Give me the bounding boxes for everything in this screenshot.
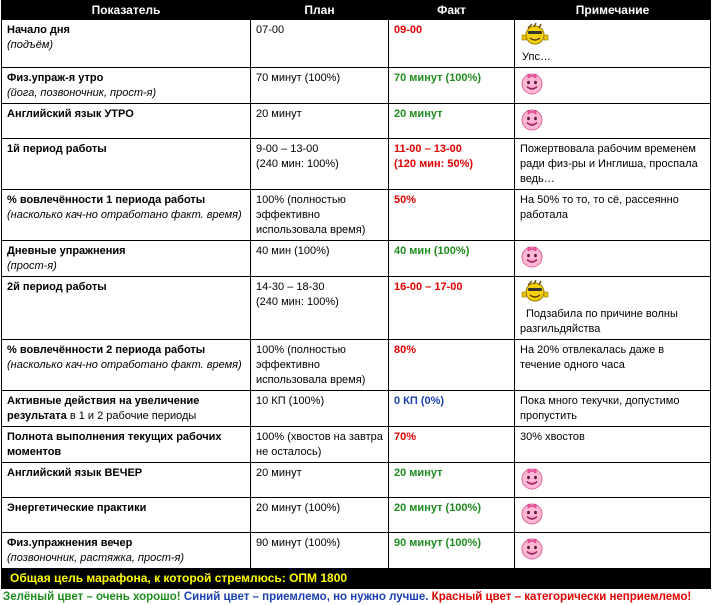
plan-value: 40 мин (100%) bbox=[256, 245, 330, 257]
fact-cell bbox=[389, 20, 515, 68]
plan-cell bbox=[251, 20, 389, 68]
indicator-title: Начало дня bbox=[7, 24, 70, 36]
fact-value: (120 мин: 50%) bbox=[394, 158, 474, 170]
indicator-cell bbox=[2, 340, 251, 391]
plan-cell bbox=[251, 139, 389, 190]
marathon-report-table bbox=[1, 0, 711, 589]
table-row bbox=[2, 277, 711, 340]
plan-cell bbox=[251, 190, 389, 241]
fact-cell bbox=[389, 391, 515, 427]
legend-blue: Синий цвет – приемлемо, но нужно лучше. bbox=[180, 591, 429, 603]
indicator-cell bbox=[2, 104, 251, 139]
plan-cell bbox=[251, 427, 389, 463]
indicator-title: Дневные упражнения bbox=[7, 245, 126, 257]
fact-value: 16-00 – 17-00 bbox=[394, 281, 463, 293]
table-row bbox=[2, 463, 711, 498]
indicator-title: % вовлечённости 1 периода работы bbox=[7, 194, 206, 206]
indicator-cell bbox=[2, 533, 251, 569]
table-row bbox=[2, 498, 711, 533]
header-indicator: Показатель bbox=[2, 1, 251, 20]
note-cell bbox=[515, 533, 711, 569]
yellow-smiley-icon bbox=[520, 23, 705, 50]
table-row bbox=[2, 20, 711, 68]
note-cell bbox=[515, 104, 711, 139]
indicator-cell bbox=[2, 241, 251, 277]
fact-value: 11-00 – 13-00 bbox=[394, 143, 462, 155]
note-text: Пожертвовала рабочим временем ради физ-ры и Инглиша, проспала ведь… bbox=[520, 143, 698, 185]
goal-text: Общая цель марафона, к которой стремлюсь: ОПМ 1800 bbox=[2, 569, 711, 589]
indicator-title: Полнота выполнения текущих рабочих моментов bbox=[7, 431, 222, 458]
indicator-title-main: Активные действия на увеличение результата bbox=[7, 395, 200, 422]
fact-value: 09-00 bbox=[394, 24, 423, 36]
indicator-cell bbox=[2, 277, 251, 340]
note-text: Упс… bbox=[522, 51, 551, 63]
note-text: Подзабила по причине волны разгильдяйства bbox=[520, 308, 678, 335]
goal-row bbox=[2, 569, 711, 589]
yellow-smiley-icon bbox=[520, 280, 705, 307]
plan-value: 20 минут (100%) bbox=[256, 502, 341, 514]
fact-cell bbox=[389, 498, 515, 533]
table-row bbox=[2, 68, 711, 104]
plan-cell bbox=[251, 498, 389, 533]
table-row bbox=[2, 391, 711, 427]
fact-cell bbox=[389, 277, 515, 340]
fact-cell bbox=[389, 463, 515, 498]
indicator-subtitle: (подъём) bbox=[7, 39, 54, 51]
indicator-cell bbox=[2, 139, 251, 190]
plan-cell bbox=[251, 391, 389, 427]
pink-smiley-icon bbox=[520, 71, 705, 100]
note-cell bbox=[515, 20, 711, 68]
plan-value: 100% (полностью эффективно использовала время) bbox=[256, 194, 366, 236]
note-cell bbox=[515, 277, 711, 340]
note-cell bbox=[515, 391, 711, 427]
plan-value: (240 мин: 100%) bbox=[256, 296, 339, 308]
header-plan: План bbox=[251, 1, 389, 20]
indicator-title: Энергетические практики bbox=[7, 502, 147, 514]
fact-value: 70 минут (100%) bbox=[394, 72, 481, 84]
plan-value: 14-30 – 18-30 bbox=[256, 281, 325, 293]
pink-smiley-icon bbox=[520, 536, 705, 565]
indicator-subtitle: (прост-я) bbox=[7, 260, 57, 272]
fact-value: 90 минут (100%) bbox=[394, 537, 481, 549]
plan-value: 07-00 bbox=[256, 24, 285, 36]
note-cell bbox=[515, 139, 711, 190]
indicator-cell bbox=[2, 427, 251, 463]
legend-green: Зелёный цвет – очень хорошо! bbox=[3, 591, 181, 603]
indicator-cell bbox=[2, 498, 251, 533]
indicator-title: Физ.упражнения вечер bbox=[7, 537, 133, 549]
table-row bbox=[2, 104, 711, 139]
indicator-title: % вовлечённости 2 периода работы bbox=[7, 344, 206, 356]
color-legend bbox=[0, 589, 714, 605]
fact-cell bbox=[389, 340, 515, 391]
note-cell bbox=[515, 498, 711, 533]
note-cell bbox=[515, 340, 711, 391]
fact-cell bbox=[389, 427, 515, 463]
indicator-title: Английский язык ВЕЧЕР bbox=[7, 467, 143, 479]
note-cell bbox=[515, 427, 711, 463]
note-cell bbox=[515, 190, 711, 241]
plan-cell bbox=[251, 241, 389, 277]
pink-smiley-icon bbox=[520, 466, 705, 495]
fact-value: 0 КП (0%) bbox=[394, 395, 445, 407]
table-row bbox=[2, 190, 711, 241]
plan-value: 10 КП (100%) bbox=[256, 395, 325, 407]
table-row bbox=[2, 241, 711, 277]
indicator-subtitle: (йога, позвоночник, прост-я) bbox=[7, 87, 157, 99]
plan-cell bbox=[251, 68, 389, 104]
plan-value: 100% (хвостов на завтра не осталось) bbox=[256, 431, 383, 458]
indicator-subtitle: (насколько кач-но отработано факт. время) bbox=[7, 359, 242, 371]
note-text: Пока много текучки, допустимо пропустить bbox=[520, 395, 680, 422]
fact-value: 40 мин (100%) bbox=[394, 245, 470, 257]
plan-cell bbox=[251, 533, 389, 569]
fact-cell bbox=[389, 68, 515, 104]
fact-value: 80% bbox=[394, 344, 417, 356]
indicator-title: 1й период работы bbox=[7, 143, 107, 155]
table-row bbox=[2, 139, 711, 190]
plan-cell bbox=[251, 340, 389, 391]
plan-value: (240 мин: 100%) bbox=[256, 158, 339, 170]
indicator-title-tail: в 1 и 2 рабочие периоды bbox=[66, 410, 197, 422]
note-cell bbox=[515, 241, 711, 277]
fact-value: 50% bbox=[394, 194, 417, 206]
note-cell bbox=[515, 463, 711, 498]
header-note: Примечание bbox=[515, 1, 711, 20]
table-header-row bbox=[2, 1, 711, 20]
plan-value: 100% (полностью эффективно использовала время) bbox=[256, 344, 366, 386]
indicator-title: Английский язык УТРО bbox=[7, 108, 134, 120]
fact-value: 70% bbox=[394, 431, 417, 443]
fact-cell bbox=[389, 104, 515, 139]
pink-smiley-icon bbox=[520, 107, 705, 136]
table-row bbox=[2, 340, 711, 391]
plan-value: 9-00 – 13-00 bbox=[256, 143, 319, 155]
indicator-subtitle: (позвоночник, растяжка, прост-я) bbox=[7, 552, 185, 564]
fact-cell bbox=[389, 139, 515, 190]
header-fact: Факт bbox=[389, 1, 515, 20]
fact-value: 20 минут bbox=[394, 467, 443, 479]
indicator-subtitle: (насколько кач-но отработано факт. время) bbox=[7, 209, 242, 221]
plan-cell bbox=[251, 277, 389, 340]
fact-value: 20 минут bbox=[394, 108, 443, 120]
table-row bbox=[2, 427, 711, 463]
indicator-cell bbox=[2, 391, 251, 427]
pink-smiley-icon bbox=[520, 244, 705, 273]
legend-red: Красный цвет – категорически неприемлемо! bbox=[428, 591, 692, 603]
plan-value: 70 минут (100%) bbox=[256, 72, 341, 84]
plan-value: 90 минут (100%) bbox=[256, 537, 341, 549]
plan-cell bbox=[251, 463, 389, 498]
plan-value: 20 минут bbox=[256, 467, 302, 479]
fact-cell bbox=[389, 190, 515, 241]
plan-cell bbox=[251, 104, 389, 139]
table-row bbox=[2, 533, 711, 569]
note-cell bbox=[515, 68, 711, 104]
indicator-cell bbox=[2, 463, 251, 498]
note-text: На 50% то то, то сё, рассеянно работала bbox=[520, 194, 679, 221]
fact-cell bbox=[389, 241, 515, 277]
fact-cell bbox=[389, 533, 515, 569]
indicator-title bbox=[7, 395, 199, 422]
plan-value: 20 минут bbox=[256, 108, 302, 120]
fact-value: 20 минут (100%) bbox=[394, 502, 481, 514]
indicator-cell bbox=[2, 20, 251, 68]
indicator-title: Физ.упраж-я утро bbox=[7, 72, 104, 84]
pink-smiley-icon bbox=[520, 501, 705, 530]
indicator-cell bbox=[2, 190, 251, 241]
note-text: На 20% отвлекалась даже в течение одного часа bbox=[520, 344, 665, 371]
note-text: 30% хвостов bbox=[520, 431, 585, 443]
indicator-cell bbox=[2, 68, 251, 104]
indicator-title: 2й период работы bbox=[7, 281, 107, 293]
